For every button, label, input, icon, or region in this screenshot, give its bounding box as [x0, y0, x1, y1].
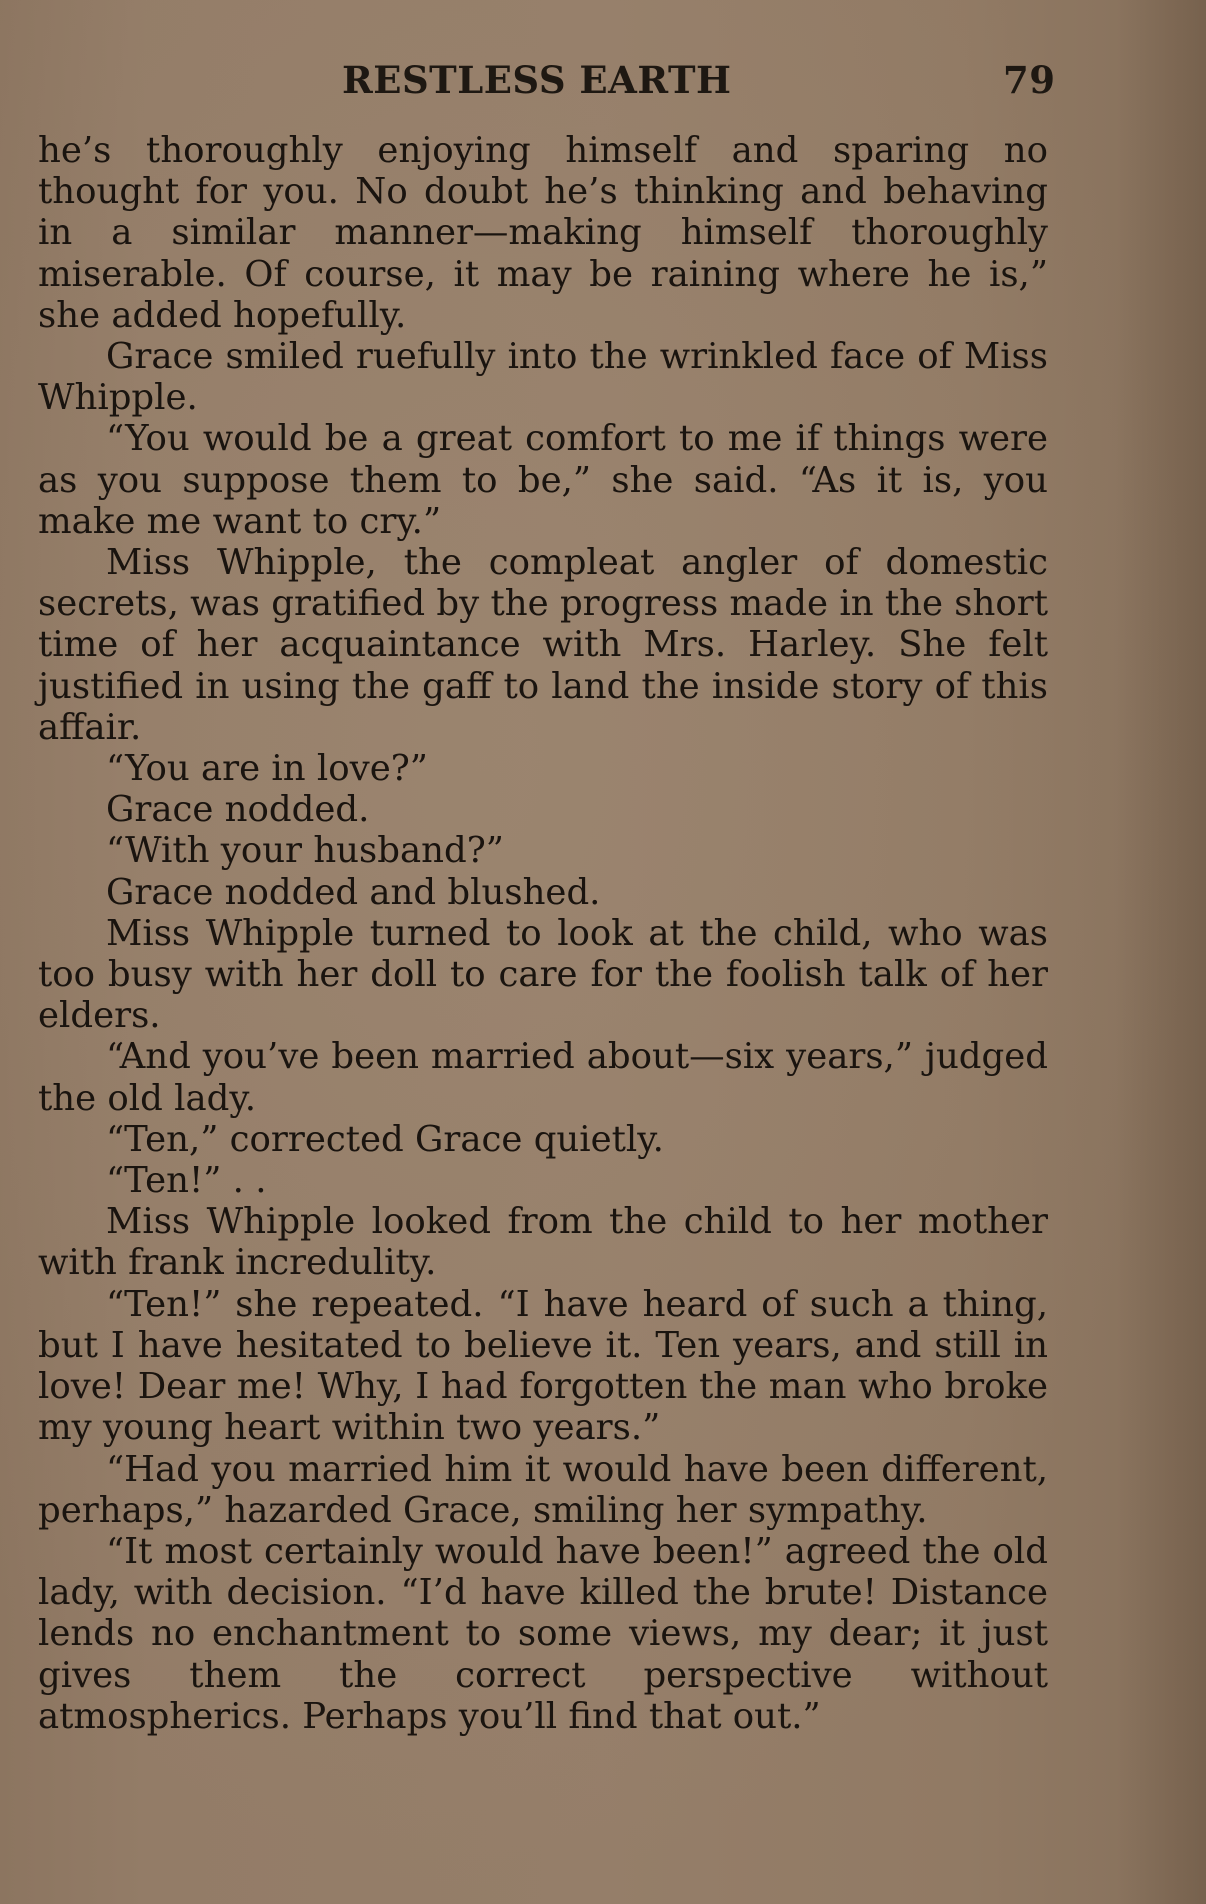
paragraph: Grace nodded. [106, 789, 370, 831]
paragraph: “Ten!” she repeated. “I have heard of such a thing, but I have hesitated to believe it. Ten years, and still in love! Dear me! Why, I had forgotten the man who broke my young heart within two years.” [38, 1283, 1048, 1449]
paragraph: “Ten,” corrected Grace quietly. [106, 1118, 664, 1160]
page-edge-shadow [1116, 0, 1206, 1904]
paragraph: “You are in love?” [106, 748, 428, 790]
paragraph: Miss Whipple, the compleat angler of domestic secrets, was gratified by the progress made in the short time of her acquaintance with Mrs. Harley. She felt justified in using the gaff to land the inside story of this affair. [38, 542, 1048, 748]
body-text [38, 130, 1048, 1737]
paragraph: Miss Whipple turned to look at the child, who was too busy with her doll to care for the foolish talk of her elders. [38, 912, 1048, 1037]
paragraph: Grace smiled ruefully into the wrinkled face of Miss Whipple. [38, 336, 1048, 419]
paragraph: Miss Whipple looked from the child to her mother with frank incredulity. [38, 1201, 1048, 1284]
page-header [0, 58, 1206, 108]
paragraph: “You would be a great comfort to me if things were as you suppose them to be,” she said. “As it is, you make me want to cry.” [38, 418, 1048, 542]
paragraph: “With your husband?” [106, 830, 504, 872]
page-number: 79 [1003, 58, 1056, 102]
paragraph: “And you’ve been married about—six years,” judged the old lady. [38, 1036, 1048, 1119]
paragraph: he’s thoroughly enjoying himself and sparing no thought for you. No doubt he’s thinking and behaving in a similar manner—making himself thoroughly miserable. Of course, it may be raining where he is,” she added hopefully. [38, 130, 1048, 336]
paragraph: Grace nodded and blushed. [106, 871, 601, 913]
running-title: RESTLESS EARTH [342, 58, 732, 102]
paragraph: “Ten!” . . [106, 1160, 267, 1202]
paragraph: “It most certainly would have been!” agreed the old lady, with decision. “I’d have killed the brute! Distance lends no enchantment to some views, my dear; it just gives them the correct perspective without atmospherics. Perhaps you’ll find that out.” [38, 1530, 1048, 1737]
paragraph: “Had you married him it would have been different, perhaps,” hazarded Grace, smiling her sympathy. [38, 1448, 1048, 1531]
